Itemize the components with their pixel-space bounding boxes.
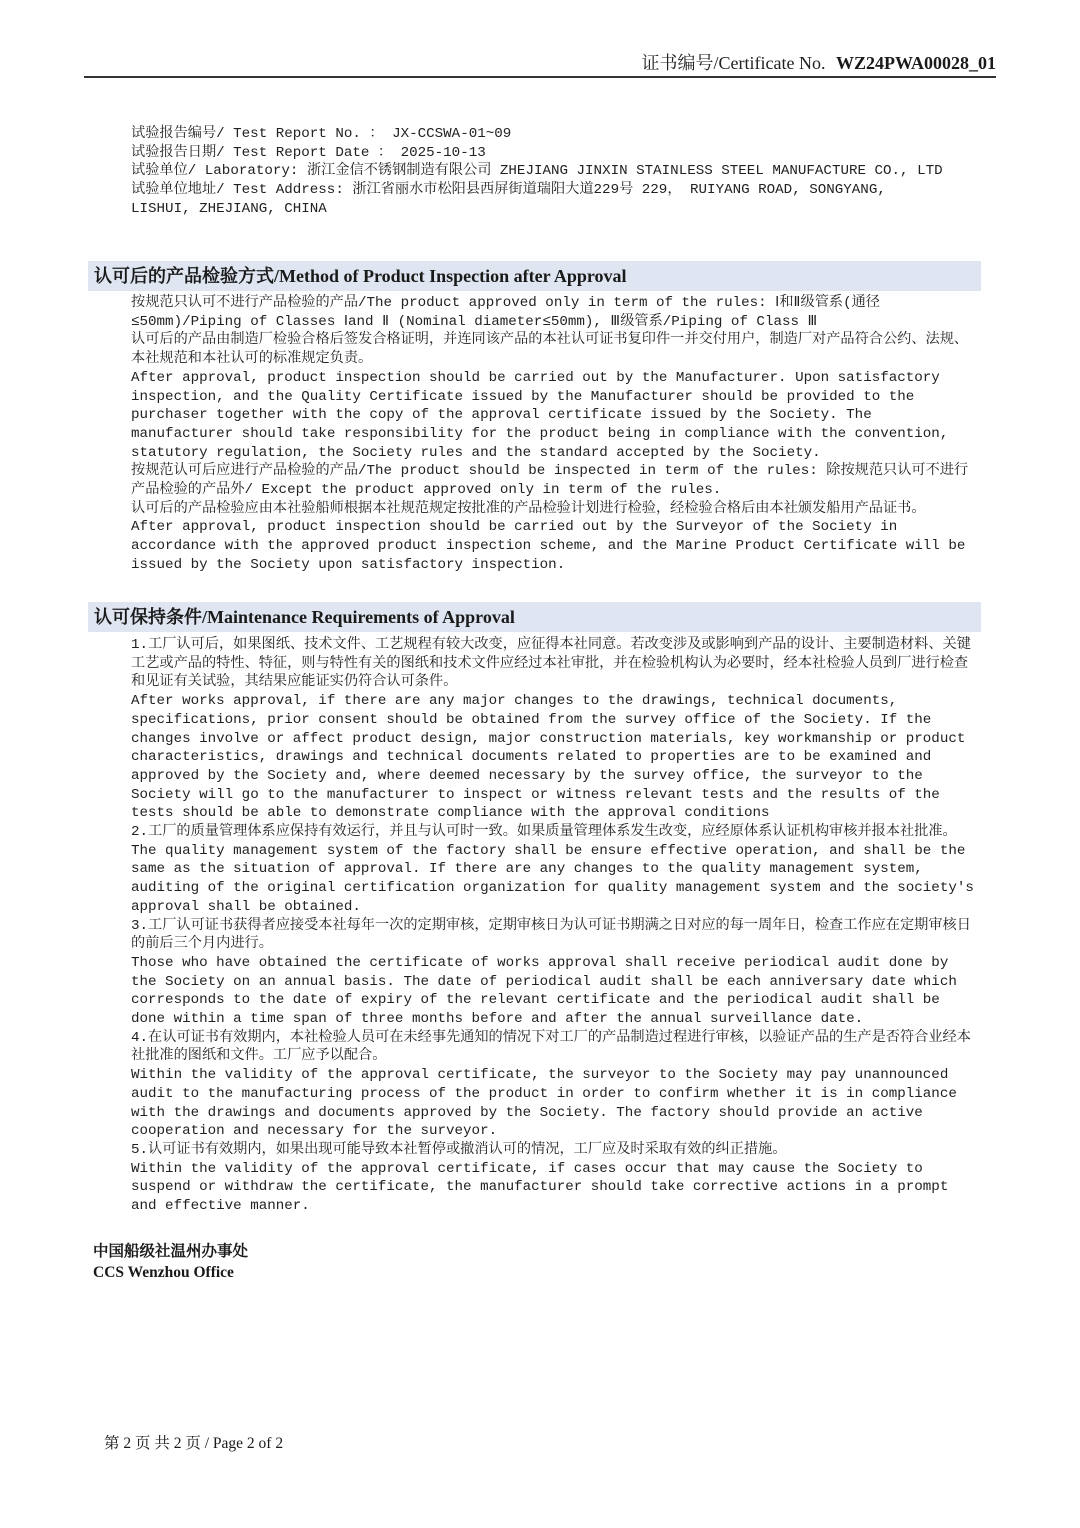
page-number: 第 2 页 共 2 页 / Page 2 of 2 — [104, 1435, 284, 1452]
paragraph: Those who have obtained the certificate of works approval shall receive periodical audit done by the Society on an annual basis. The date of periodical audit shall be each anniversary date which corresponds to the date of expiry of the relevant certificate and the periodical audit shall be done within a time span of three months before and after the annual surveillance date. — [131, 954, 957, 1028]
paragraph: 按规范认可后应进行产品检验的产品/The product should be inspected in term of the rules: 除按规范只认可不进行产品检验的产品外/ Except the product approved only in term of the rules. — [131, 463, 969, 499]
test-report-info — [131, 125, 979, 219]
section-body-maintenance-requirements — [131, 636, 979, 1216]
paragraph: 1.工厂认可后，如果图纸、技术文件、工艺规程有较大改变，应征得本社同意。若改变涉及或影响到产品的设计、主要制造材料、关键工艺或产品的特性、特征，则与特性有关的图纸和技术文件应经过本社审批，并在检验机构认为必要时，经本社检验人员到厂进行检查和见证有关试验，其结果应能证实仍符合认可条件。 — [131, 637, 971, 691]
issuing-office — [93, 1241, 248, 1283]
paragraph: The quality management system of the factory shall be ensure effective operation, and shall be the same as the situation of approval. If there are any changes to the quality management system, auditing of the original certification organization for quality management system and the society's approval shall be obtained. — [131, 842, 974, 915]
paragraph: After works approval, if there are any major changes to the drawings, technical documents, specifications, prior consent should be obtained from the survey office of the Society. If the changes involve or affect product design, major construction materials, key workmanship or product characteristics, drawings and technical documents related to properties are to be examined and approved by the Society and, where deemed necessary by the survey office, the surveyor to the Society will go to the manufacturer to inspect or witness relevant tests and the results of the tests should be able to demonstrate compliance with the approval conditions — [131, 693, 966, 822]
test-address: 试验单位地址/ Test Address: 浙江省丽水市松阳县西屏街道瑞阳大道229号 229， RUIYANG ROAD, SONGYANG, — [131, 182, 886, 199]
section-body-inspection-method — [131, 294, 979, 575]
certificate-no-label: 证书编号/Certificate No. — [641, 53, 826, 73]
paragraph: After approval, product inspection should be carried out by the Surveyor of the Society in accordance with the approved product inspection scheme, and the Marine Product Certificate will be issued by the Society upon satisfactory inspection. — [131, 519, 966, 573]
paragraph: 5.认可证书有效期内，如果出现可能导致本社暂停或撤消认可的情况，工厂应及时采取有效的纠正措施。 — [131, 1141, 787, 1158]
certificate-header — [84, 50, 996, 78]
paragraph: Within the validity of the approval certificate, the surveyor to the Society may pay unannounced audit to the manufacturing process of the product in order to confirm whether it is in compliance with the drawings and documents approved by the Society. The factory should provide an active cooperation and necessary for the surveyor. — [131, 1067, 957, 1140]
issuing-office-english: CCS Wenzhou Office — [93, 1264, 234, 1281]
test-report-date: 试验报告日期/ Test Report Date ： 2025-10-13 — [131, 144, 486, 161]
paragraph: 按规范只认可不进行产品检验的产品/The product approved only in term of the rules: Ⅰ和Ⅱ级管系(通径≤50mm)/Piping of Classes Ⅰand Ⅱ (Nominal diameter≤50mm), Ⅲ级管系/Piping of Class Ⅲ — [131, 295, 880, 330]
test-address-continued: LISHUI, ZHEJIANG, CHINA — [131, 200, 327, 217]
issuing-office-chinese: 中国船级社温州办事处 — [93, 1243, 249, 1260]
paragraph: 3.工厂认可证书获得者应接受本社每年一次的定期审核，定期审核日为认可证书期满之日对应的每一周年日，检查工作应在定期审核日的前后三个月内进行。 — [131, 917, 971, 953]
paragraph: 4.在认可证书有效期内，本社检验人员可在未经事先通知的情况下对工厂的产品制造过程进行审核，以验证产品的生产是否符合业经本社批准的图纸和文件。工厂应予以配合。 — [131, 1029, 971, 1065]
paragraph: 2.工厂的质量管理体系应保持有效运行，并且与认可时一致。如果质量管理体系发生改变，应经原体系认证机构审核并报本社批准。 — [131, 824, 957, 841]
test-report-no: 试验报告编号/ Test Report No. ： JX-CCSWA-01~09 — [131, 126, 512, 142]
paragraph: 认可后的产品检验应由本社验船师根据本社规范规定按批准的产品检验计划进行检验，经检验合格后由本社颁发船用产品证书。 — [131, 500, 926, 517]
section-title-inspection-method: 认可后的产品检验方式/Method of Product Inspection after Approval — [88, 261, 981, 291]
section-title-maintenance-requirements: 认可保持条件/Maintenance Requirements of Approval — [88, 602, 981, 632]
laboratory: 试验单位/ Laboratory: 浙江金信不锈钢制造有限公司 ZHEJIANG JINXIN STAINLESS STEEL MANUFACTURE CO., LTD — [131, 163, 943, 180]
paragraph: 认可后的产品由制造厂检验合格后签发合格证明，并连同该产品的本社认可证书复印件一并交付用户，制造厂对产品符合公约、法规、本社规范和本社认可的标准规定负责。 — [131, 332, 969, 368]
paragraph: After approval, product inspection should be carried out by the Manufacturer. Upon satisfactory inspection, and the Quality Certificate issued by the Manufacturer should be provided to the purchaser together with the copy of the approval certificate issued by the Society. The manufacturer should take responsibility for the product being in compliance with the convention, statutory regulation, the Society rules and the standard accepted by the Society. — [131, 369, 949, 461]
certificate-number: WZ24PWA00028_01 — [835, 53, 996, 73]
paragraph: Within the validity of the approval certificate, if cases occur that may cause the Society to suspend or withdraw the certificate, the manufacturer should take corrective actions in a prompt and effective manner. — [131, 1160, 949, 1215]
